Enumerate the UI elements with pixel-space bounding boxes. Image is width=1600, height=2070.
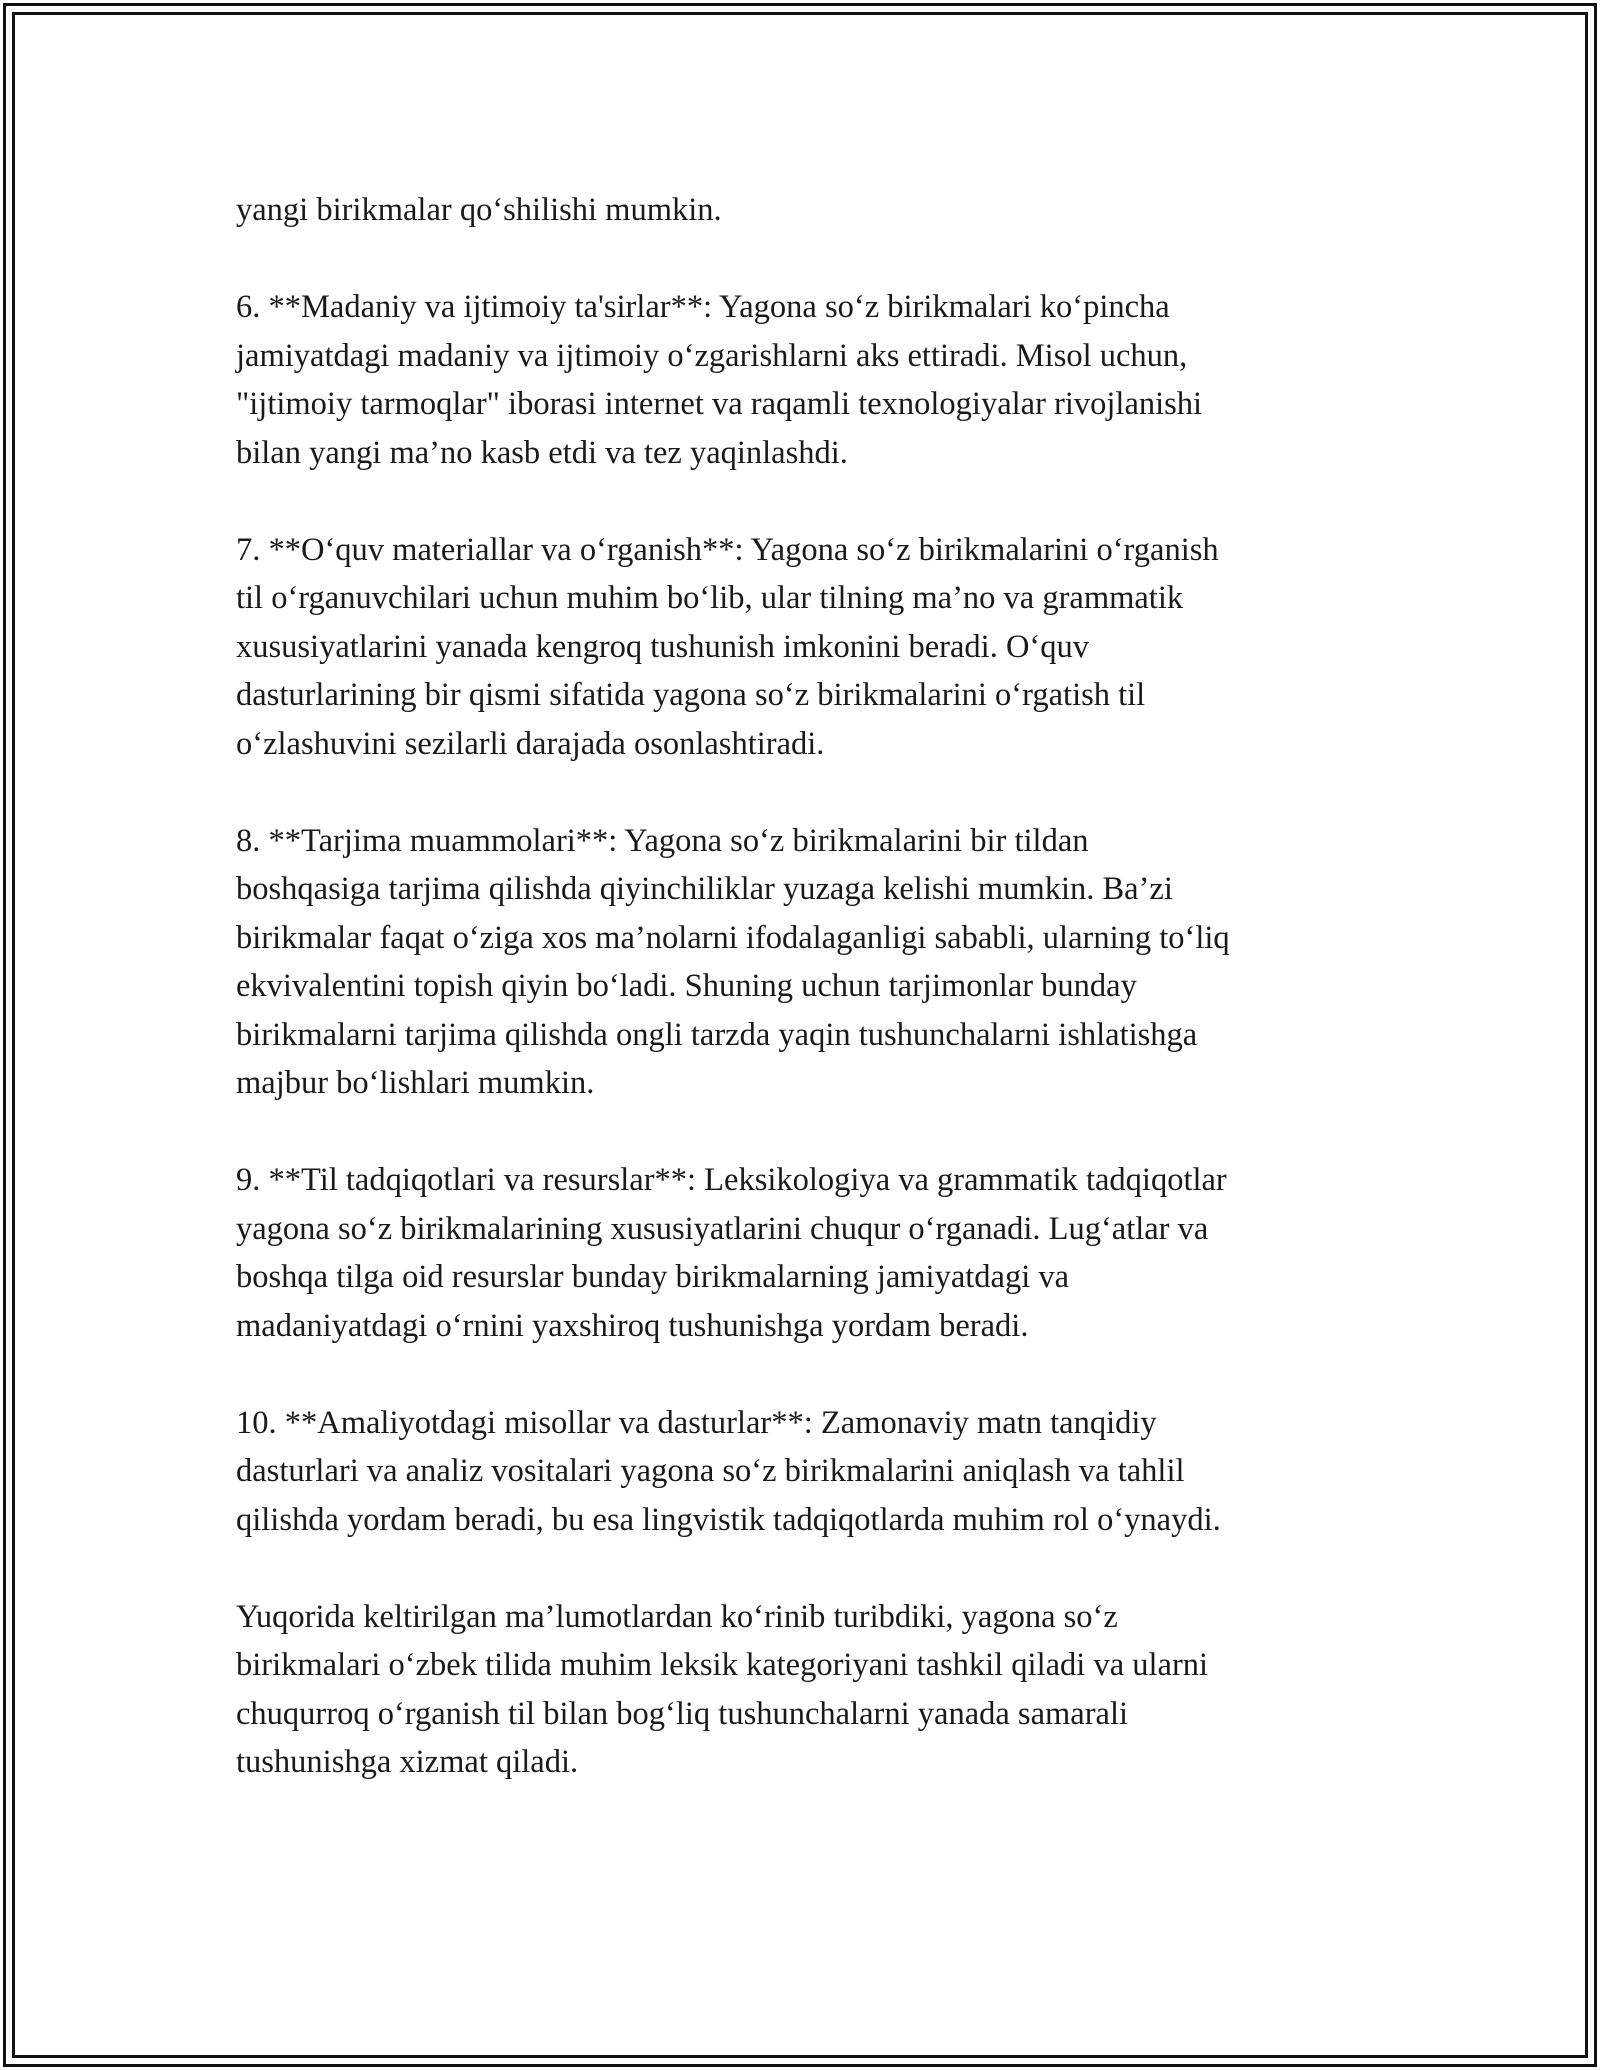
paragraph-conclusion: Yuqorida keltirilgan ma’lumotlardan ko‘rinib turibdiki, yagona so‘z birikmalari o‘zbek tilida muhim leksik kategoriyani tashkil qiladi va ularni chuqurroq o‘rganish til bilan bog‘liq tushunchalarni yanada samarali tushunishga xizmat qiladi. [236,1598,1209,1780]
paragraph-item-8: 8. **Tarjima muammolari**: Yagona so‘z birikmalarini bir tildan boshqasiga tarjima qilishda qiyinchiliklar yuzaga kelishi mumkin. Ba’zi birikmalar faqat o‘ziga xos ma’nolarni ifodalaganligi sababli, ularning to‘liq ekvivalentini topish qiyin bo‘ladi. Shuning uchun tarjimonlar bunday birikmalarni tarjima qilishda ongli tarzda yaqin tushunchalarni ishlatishga majbur bo‘lishlari mumkin. [236,822,1230,1101]
paragraph-item-10: 10. **Amaliyotdagi misollar va dasturlar**: Zamonaviy matn tanqidiy dasturlari va analiz vositalari yagona so‘z birikmalarini aniqlash va tahlil qilishda yordam beradi, bu esa lingvistik tadqiqotlarda muhim rol o‘ynaydi. [236,1404,1221,1538]
paragraph-item-7: 7. **O‘quv materiallar va o‘rganish**: Yagona so‘z birikmalarini o‘rganish til o‘rganuvchilari uchun muhim bo‘lib, ular tilning ma’no va grammatik xususiyatlarini yanada kengroq tushunish imkonini beradi. O‘quv dasturlarining bir qismi sifatida yagona so‘z birikmalarini o‘rgatish til o‘zlashuvini sezilarli darajada osonlashtiradi. [236,531,1219,762]
paragraph-item-6: 6. **Madaniy va ijtimoiy ta'sirlar**: Yagona so‘z birikmalari ko‘pincha jamiyatdagi madaniy va ijtimoiy o‘zgarishlarni aks ettiradi. Misol uchun, "ijtimoiy tarmoqlar" iborasi internet va raqamli texnologiyalar rivojlanishi bilan yangi ma’no kasb etdi va tez yaqinlashdi. [236,289,1203,471]
paragraph-continuation: yangi birikmalar qo‘shilishi mumkin. [236,192,722,228]
paragraph-item-9: 9. **Til tadqiqotlari va resurslar**: Leksikologiya va grammatik tadqiqotlar yagona so‘z birikmalarining xususiyatlarini chuqur o‘rganadi. Lug‘atlar va boshqa tilga oid resurslar bunday birikmalarning jamiyatdagi va madaniyatdagi o‘rnini yaxshiroq tushunishga yordam beradi. [236,1162,1227,1344]
document-body [236,186,1376,1787]
